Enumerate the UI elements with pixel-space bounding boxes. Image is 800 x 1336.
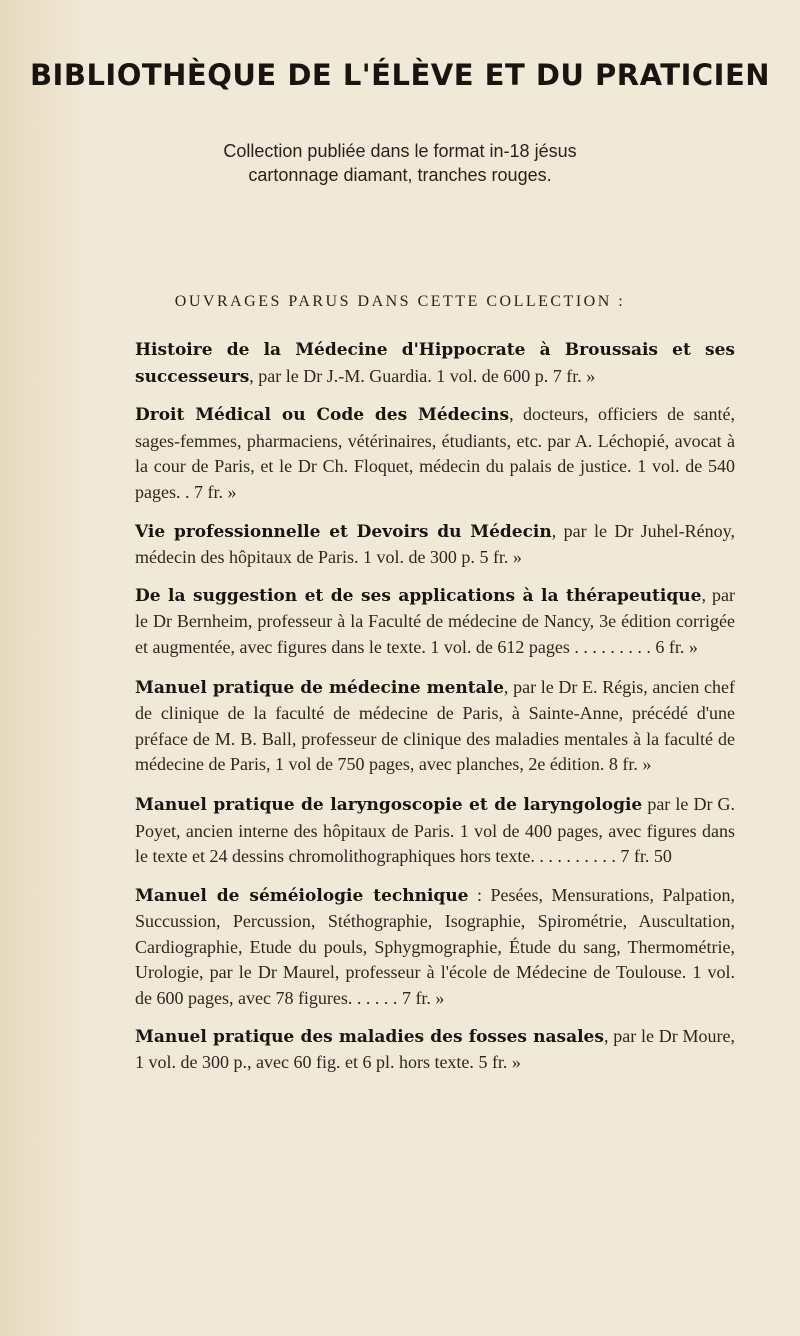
book-title: De la suggestion et de ses applications à la thérapeutique	[135, 585, 702, 606]
book-description: , par le Dr J.-M. Guardia. 1 vol. de 600 p.	[249, 365, 549, 386]
book-description: par le Dr G. Poyet, ancien interne des hôpitaux de Paris. 1 vol de 400 pages, avec figures dans le texte et 24 dessins chromolithographiques hors texte. . . . . . . . . .	[135, 793, 736, 867]
book-entry-droit-medical	[135, 402, 735, 505]
book-price: 7 fr. »	[401, 988, 445, 1009]
book-entry-laryngoscopie	[135, 792, 735, 870]
section-heading: OUVRAGES PARUS DANS CETTE COLLECTION :	[174, 293, 626, 310]
book-title: Manuel pratique de médecine mentale	[135, 677, 504, 698]
book-price: 7 fr. »	[193, 481, 237, 502]
book-description: , docteurs, officiers de santé, sages-femmes, pharmaciens, vétérinaires, étudiants, etc. par A. Léchopié, avocat à la cour de Paris, et le Dr Ch. Floquet, médecin du palais de justice. 1 vol. de 540 pages. .	[135, 404, 735, 502]
book-price: 7 fr. »	[552, 365, 596, 386]
book-title: Manuel pratique de laryngoscopie et de laryngologie	[135, 794, 643, 815]
book-price: 6 fr. »	[655, 636, 698, 657]
book-price: 8 fr. »	[608, 754, 652, 775]
book-title: Droit Médical ou Code des Médecins	[135, 405, 510, 426]
book-entry-suggestion	[135, 583, 735, 661]
page-title: BIBLIOTHÈQUE DE L'ÉLÈVE ET DU PRATICIEN	[29, 58, 771, 92]
book-description: , par le Dr Juhel-Rénoy, médecin des hôpitaux de Paris. 1 vol. de 300 p.	[135, 520, 735, 568]
book-entry-semeiologie	[135, 883, 735, 1012]
book-title: Vie professionnelle et Devoirs du Médecin	[135, 521, 552, 542]
book-price: 7 fr. 50	[620, 846, 672, 867]
collection-note-line1: Collection publiée dans le format in-18 jésus	[223, 141, 577, 161]
book-entry-fosses-nasales	[135, 1024, 735, 1076]
book-entry-medecine-mentale	[135, 675, 735, 778]
book-list	[135, 337, 735, 1088]
book-title: Manuel de séméiologie technique	[135, 885, 469, 906]
book-entry-vie-professionnelle	[135, 519, 735, 571]
book-description: , par le Dr Bernheim, professeur à la Faculté de médecine de Nancy, 3e édition corrigée et augmentée, avec figures dans le texte. 1 vol. de 612 pages . . . . . . . . .	[135, 584, 735, 657]
collection-note-line2: cartonnage diamant, tranches rouges.	[248, 165, 552, 185]
book-description: , par le Dr Moure, 1 vol. de 300 p., avec 60 fig. et 6 pl. hors texte.	[135, 1025, 735, 1073]
book-description: , par le Dr E. Régis, ancien chef de clinique de la faculté de médecine de Paris, à Sainte-Anne, précédé d'une préface de M. B. Ball, professeur de clinique des maladies mentales à la faculté de médecine de Paris, 1 vol de 750 pages, avec planches, 2e édition.	[135, 676, 736, 775]
book-entry-hippocrate	[135, 337, 735, 390]
book-price: 5 fr. »	[478, 1052, 521, 1073]
book-title: Manuel pratique des maladies des fosses nasales	[135, 1026, 604, 1047]
book-price: 5 fr. »	[479, 547, 522, 568]
book-description: : Pesées, Mensurations, Palpation, Succussion, Percussion, Stéthographie, Isographie, Spirométrie, Auscultation, Cardiographie, Etude du pouls, Sphygmographie, Étude du sang, Thermométrie, Urologie, par le Dr Maurel, professeur à l'école de Médecine de Toulouse. 1 vol. de 600 pages, avec 78 figures. . . . . .	[135, 884, 735, 1009]
book-title: Histoire de la Médecine d'Hippocrate à Broussais et ses successeurs	[135, 340, 735, 387]
